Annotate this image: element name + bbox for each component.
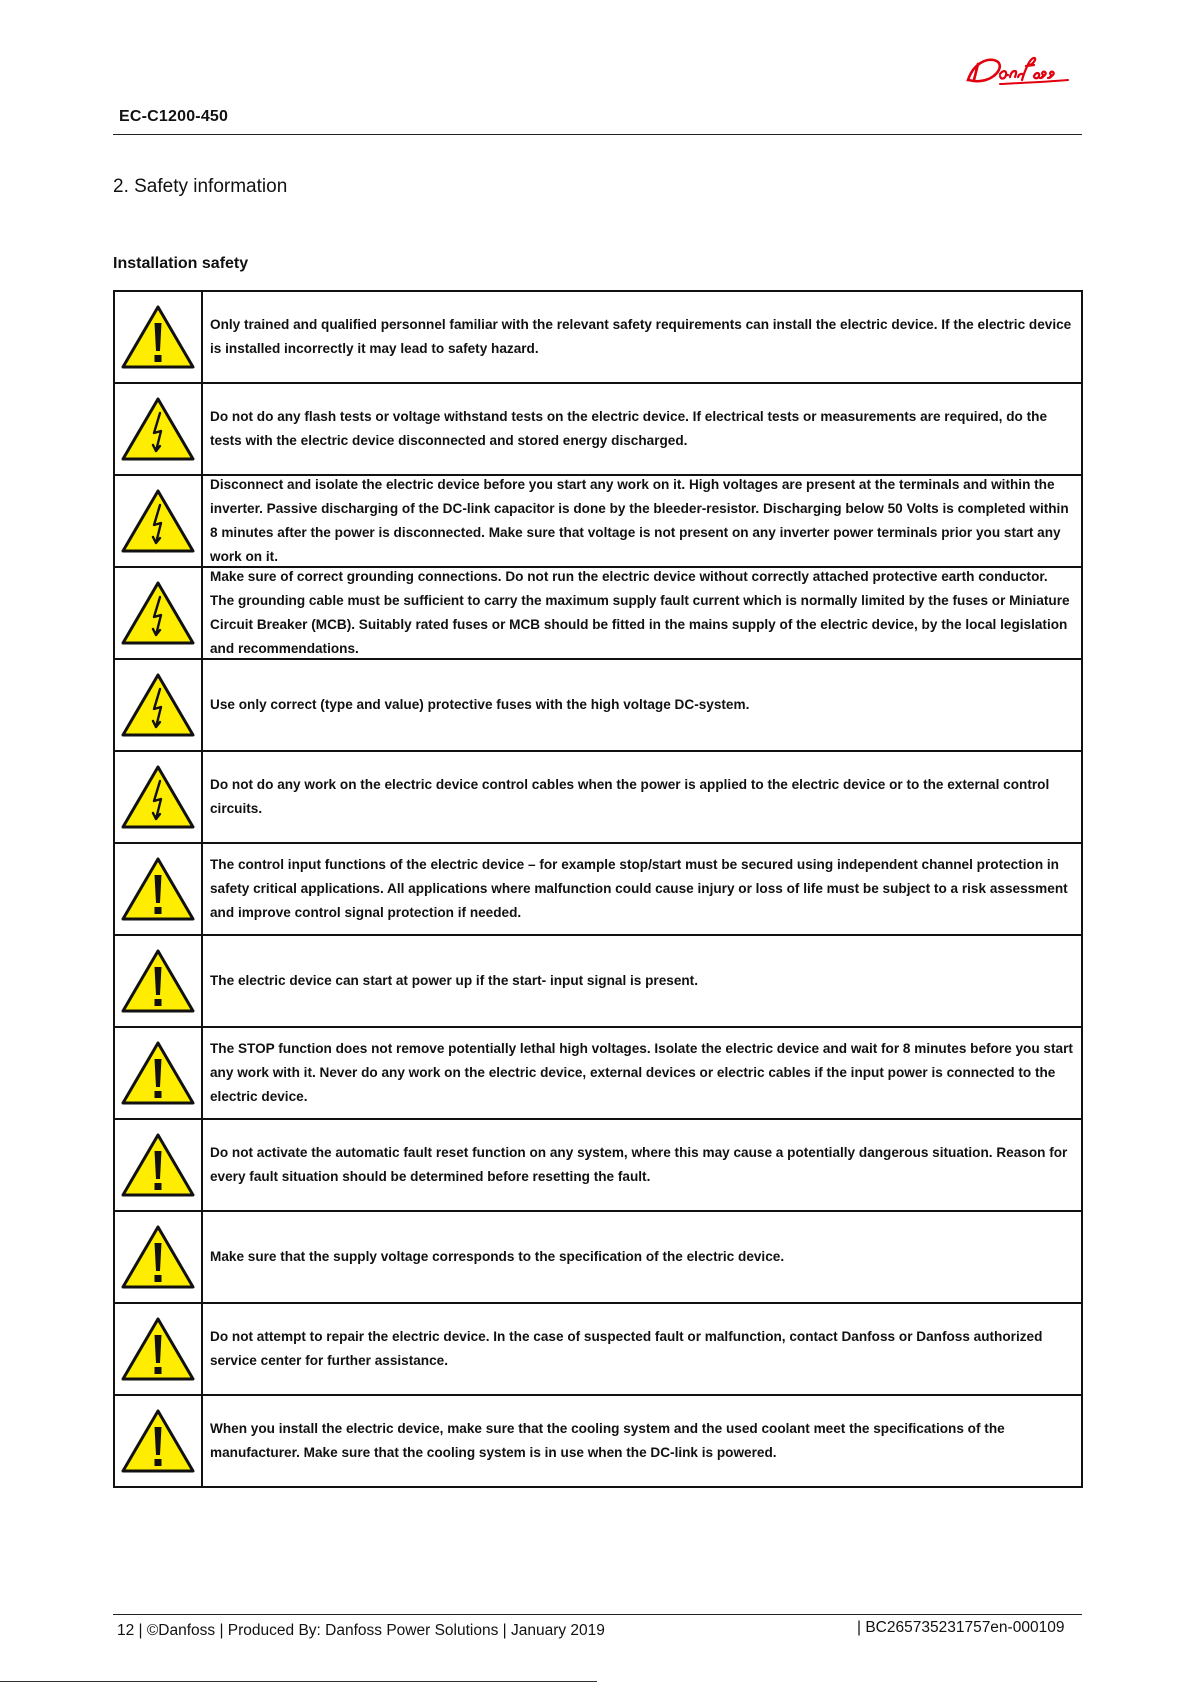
safety-row — [115, 1212, 1081, 1304]
safety-text: Do not attempt to repair the electric device. In the case of suspected fault or malfunction, contact Danfoss or Danfoss authorized service center for further assistance. — [210, 1329, 1043, 1368]
safety-text: Disconnect and isolate the electric device before you start any work on it. High voltages are present at the terminals and within the inverter. Passive discharging of the DC-link capacitor is done by the bleeder-resistor. Discharging below 50 Volts is completed within 8 minutes after the power is disconnected. Make sure that voltage is not present on any inverter power terminals prior you start any work on it. — [210, 477, 1069, 564]
safety-row — [115, 292, 1081, 384]
icon-cell — [115, 292, 203, 382]
icon-cell — [115, 476, 203, 566]
icon-cell — [115, 1212, 203, 1302]
icon-cell — [115, 752, 203, 842]
warning-exclamation-icon — [120, 1223, 196, 1291]
safety-text: Make sure that the supply voltage corresponds to the specification of the electric device. — [210, 1249, 785, 1264]
icon-cell — [115, 1120, 203, 1210]
document-code: EC-C1200-450 — [119, 108, 229, 125]
safety-row — [115, 1396, 1081, 1486]
safety-text: Do not do any flash tests or voltage withstand tests on the electric device. If electrical tests or measurements are required, do the tests with the electric device disconnected and stored energy discharged. — [210, 409, 1048, 448]
safety-row — [115, 752, 1081, 844]
document-number: | BC265735231757en-000109 — [857, 1619, 1065, 1636]
warning-exclamation-icon — [120, 1315, 196, 1383]
warning-exclamation-icon — [120, 1039, 196, 1107]
section-title: 2. Safety information — [113, 176, 288, 197]
high-voltage-icon — [120, 395, 196, 463]
safety-text: The control input functions of the electric device – for example stop/start must be secured using independent channel protection in safety critical applications. All applications where malfunction could cause injury or loss of life must be subject to a risk assessment and improve control signal protection if needed. — [210, 857, 1068, 920]
icon-cell — [115, 936, 203, 1026]
safety-row — [115, 844, 1081, 936]
safety-text: Make sure of correct grounding connections. Do not run the electric device without correctly attached protective earth conductor. The grounding cable must be sufficient to carry the maximum supply fault current which is normally limited by the fuses or Miniature Circuit Breaker (MCB). Suitably rated fuses or MCB should be fitted in the mains supply of the electric device, by the local legislation and recommendations. — [210, 569, 1070, 656]
icon-cell — [115, 1396, 203, 1486]
safety-text: The electric device can start at power up if the start- input signal is present. — [210, 973, 698, 988]
safety-row — [115, 660, 1081, 752]
icon-cell — [115, 568, 203, 658]
icon-cell — [115, 660, 203, 750]
safety-text: Do not do any work on the electric device control cables when the power is applied to the electric device or to the external control circuits. — [210, 777, 1050, 816]
high-voltage-icon — [120, 763, 196, 831]
footer-info: 12 | ©Danfoss | Produced By: Danfoss Power Solutions | January 2019 — [117, 1622, 605, 1639]
subsection-title: Installation safety — [113, 255, 249, 272]
warning-exclamation-icon — [120, 855, 196, 923]
danfoss-logo — [960, 50, 1080, 92]
icon-cell — [115, 1028, 203, 1118]
safety-row — [115, 936, 1081, 1028]
safety-text: Use only correct (type and value) protective fuses with the high voltage DC-system. — [210, 697, 750, 712]
safety-text: Only trained and qualified personnel familiar with the relevant safety requirements can install the electric device. If the electric device is installed incorrectly it may lead to safety hazard. — [210, 317, 1072, 356]
safety-row — [115, 1304, 1081, 1396]
safety-text: The STOP function does not remove potentially lethal high voltages. Isolate the electric device and wait for 8 minutes before you start any work with it. Never do any work on the electric device, external devices or electric cables if the input power is connected to the electric device. — [210, 1041, 1073, 1104]
icon-cell — [115, 384, 203, 474]
safety-text: Do not activate the automatic fault reset function on any system, where this may cause a potentially dangerous situation. Reason for every fault situation should be determined before resetting the fault. — [210, 1145, 1068, 1184]
safety-row — [115, 1120, 1081, 1212]
high-voltage-icon — [120, 579, 196, 647]
safety-row — [115, 476, 1081, 568]
warning-exclamation-icon — [120, 303, 196, 371]
warning-exclamation-icon — [120, 947, 196, 1015]
safety-text: When you install the electric device, make sure that the cooling system and the used coolant meet the specifications of the manufacturer. Make sure that the cooling system is in use when the DC-link is powered. — [210, 1421, 1005, 1460]
footer-divider — [113, 1614, 1082, 1615]
high-voltage-icon — [120, 487, 196, 555]
icon-cell — [115, 1304, 203, 1394]
safety-table — [113, 290, 1083, 1488]
page-bottom-line — [0, 1681, 597, 1682]
header-divider — [113, 134, 1082, 135]
warning-exclamation-icon — [120, 1407, 196, 1475]
icon-cell — [115, 844, 203, 934]
safety-row — [115, 1028, 1081, 1120]
high-voltage-icon — [120, 671, 196, 739]
warning-exclamation-icon — [120, 1131, 196, 1199]
safety-row — [115, 568, 1081, 660]
safety-row — [115, 384, 1081, 476]
